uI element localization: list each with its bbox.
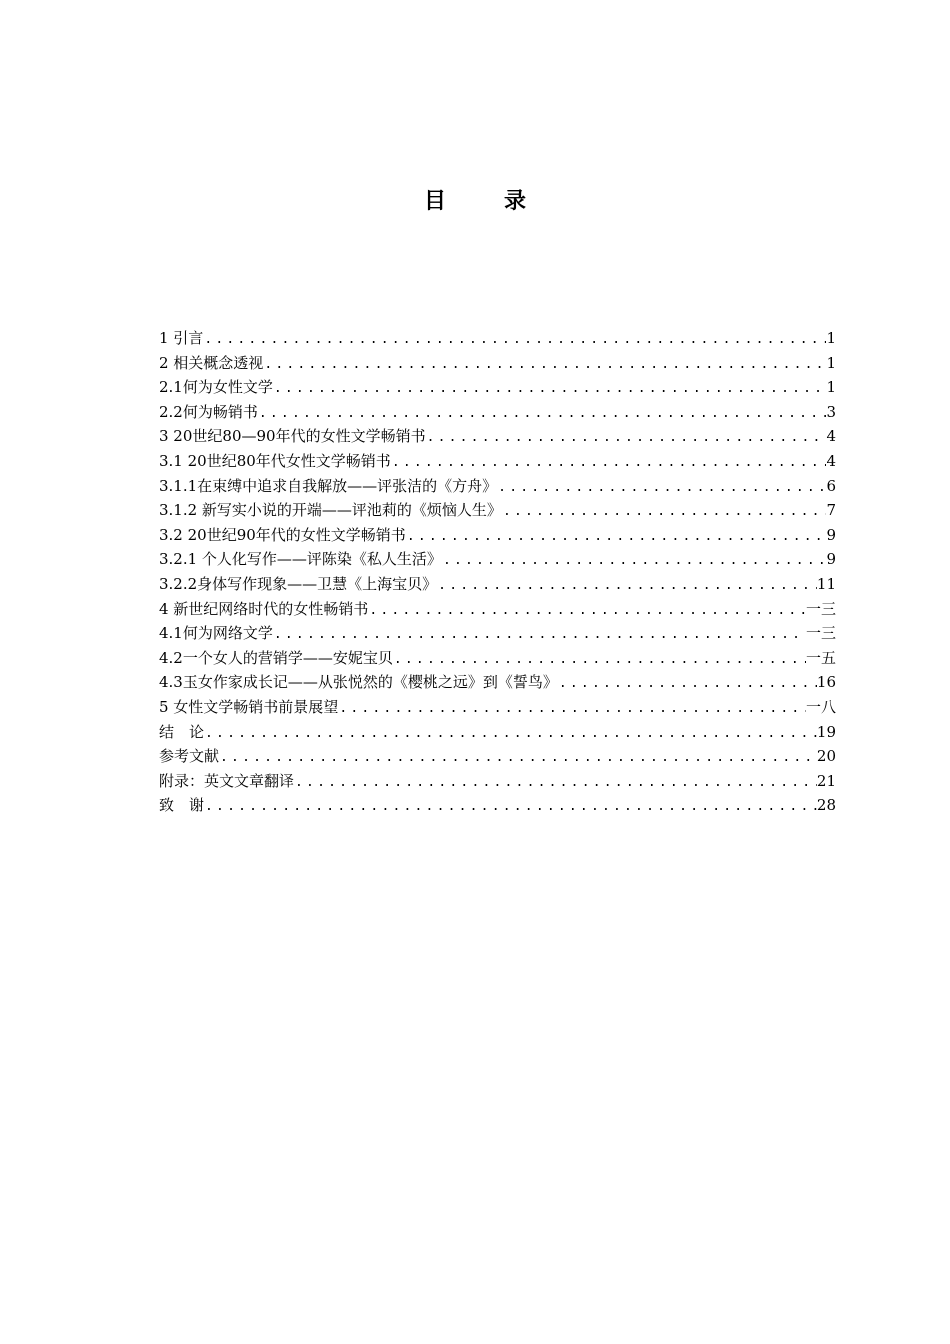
toc-entry[interactable] (159, 744, 836, 769)
toc-entry-label: 结 论 (159, 722, 205, 741)
toc-entry[interactable] (159, 793, 836, 818)
dot-leader (294, 771, 817, 794)
toc-entry-label: 参考文献 (159, 747, 220, 766)
toc-page-number: 21 (816, 771, 836, 790)
toc-entry[interactable] (159, 326, 836, 351)
dot-leader (258, 402, 827, 425)
toc-page-number: 19 (816, 722, 836, 741)
dot-leader (502, 500, 827, 523)
toc-entry-label: 1 引言 (159, 329, 204, 347)
toc-entry[interactable] (159, 597, 836, 622)
toc-entry[interactable] (159, 621, 836, 646)
toc-entry[interactable] (159, 646, 836, 671)
toc-entry[interactable] (159, 695, 836, 720)
page-title: 目 录 (423, 188, 544, 214)
toc-entry-label: 4.2一个女人的营销学——安妮宝贝 (159, 648, 393, 667)
toc-page-number: 一八 (805, 697, 836, 716)
toc-entry[interactable] (159, 523, 836, 548)
toc-entry-label: 4 新世纪网络时代的女性畅销书 (159, 599, 369, 618)
toc-page-number: 一三 (805, 599, 836, 618)
toc-entry[interactable] (159, 400, 836, 425)
toc-page-number: 一三 (805, 624, 836, 643)
toc-entry[interactable] (159, 547, 836, 572)
dot-leader (437, 574, 817, 597)
toc-page-number: 9 (826, 550, 836, 569)
toc-entry-label: 3 20世纪80—90年代的女性文学畅销书 (159, 427, 426, 446)
toc-page-number: 3 (826, 402, 836, 421)
toc-entry[interactable] (159, 424, 836, 449)
dot-leader (219, 746, 817, 769)
toc-page-number: 7 (826, 501, 836, 520)
toc-entry-label: 4.3玉女作家成长记——从张悦然的《樱桃之远》到《誓鸟》 (159, 673, 558, 692)
toc-page-number: 一五 (805, 648, 836, 667)
toc-entry-label: 3.1 20世纪80年代女性文学畅销书 (159, 451, 391, 470)
toc-page-number: 1 (826, 378, 836, 397)
toc-entry-label: 4.1何为网络文学 (159, 624, 273, 643)
toc-entry-label: 附录：英文文章翻译 (159, 771, 295, 790)
toc-entry-label: 2.1何为女性文学 (159, 378, 273, 397)
dot-leader (203, 328, 826, 351)
toc-entry-label: 2.2何为畅销书 (159, 402, 258, 421)
toc-entry-label: 致 谢 (159, 796, 205, 815)
dot-leader (368, 599, 806, 622)
dot-leader (338, 697, 806, 720)
dot-leader (391, 451, 827, 474)
dot-leader (204, 795, 817, 818)
toc-page-number: 4 (826, 451, 836, 470)
toc-page-number: 11 (816, 574, 836, 593)
toc-entry[interactable] (159, 498, 836, 523)
toc-entry[interactable] (159, 572, 836, 597)
toc-entry[interactable] (159, 474, 836, 499)
dot-leader (558, 672, 817, 695)
toc-entry[interactable] (159, 670, 836, 695)
dot-leader (204, 722, 817, 745)
toc-page-number: 16 (816, 673, 836, 692)
toc-entry[interactable] (159, 449, 836, 474)
toc-page-number: 9 (826, 525, 836, 544)
toc-entry-label: 3.2.2身体写作现象——卫慧《上海宝贝》 (159, 574, 438, 593)
toc-page-number: 4 (826, 427, 836, 446)
dot-leader (426, 426, 827, 449)
toc-entry-label: 2 相关概念透视 (159, 353, 264, 372)
dot-leader (263, 353, 826, 376)
toc-entry[interactable] (159, 769, 836, 794)
toc-page-number: 6 (826, 476, 836, 495)
toc-entry[interactable] (159, 375, 836, 400)
toc-entry-label: 3.2 20世纪90年代的女性文学畅销书 (159, 525, 406, 544)
dot-leader (406, 525, 827, 548)
toc-entry-label: 3.2.1 个人化写作——评陈染《私人生活》 (159, 550, 442, 569)
toc-page-number: 20 (816, 747, 836, 766)
dot-leader (442, 549, 827, 572)
toc-entry-label: 5 女性文学畅销书前景展望 (159, 697, 339, 716)
toc-page-number: 1 (826, 329, 836, 347)
toc-entry[interactable] (159, 720, 836, 745)
toc-page-number: 28 (816, 796, 836, 815)
dot-leader (273, 377, 827, 400)
toc-entry-label: 3.1.1在束缚中追求自我解放——评张洁的《方舟》 (159, 476, 498, 495)
toc-page-number: 1 (826, 353, 836, 372)
toc-entry-label: 3.1.2 新写实小说的开端——评池莉的《烦恼人生》 (159, 501, 502, 520)
dot-leader (393, 648, 806, 671)
table-of-contents (159, 326, 836, 818)
toc-entry[interactable] (159, 351, 836, 376)
dot-leader (273, 623, 806, 646)
dot-leader (497, 476, 826, 499)
